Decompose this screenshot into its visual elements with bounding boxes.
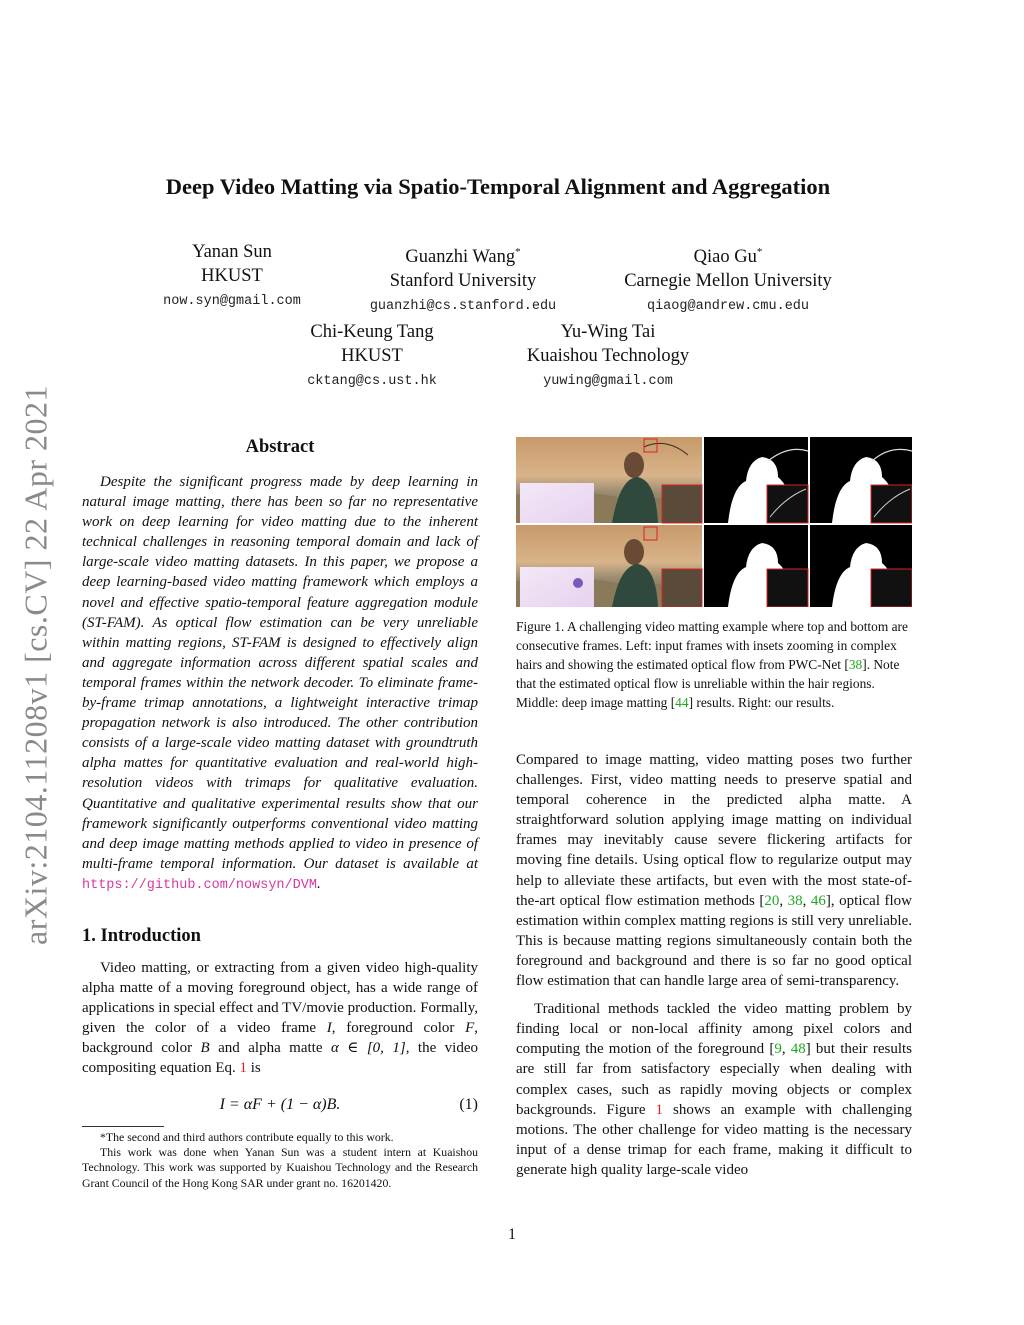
author-affiliation: HKUST bbox=[341, 346, 403, 366]
math-symbol: B bbox=[200, 1040, 210, 1057]
body-text: ], optical flow estimation within complex matting regions is still very unreliable. This is because matting regions simultaneously contain both the foreground and background and there is so far no good optical flow estimation that can handle large area of semi-transparency. bbox=[516, 892, 913, 990]
author-affiliation: Carnegie Mellon University bbox=[624, 271, 832, 292]
caption-text: ]. Note that the estimated optical flow is unreliable within the hair regions. Middle: deep image matting [ bbox=[516, 657, 900, 710]
figure-1-image bbox=[516, 437, 912, 607]
footnote: This work was done when Yanan Sun was a student intern at Kuaishou Technology. This work was supported by Kuaishou Technology and the Research Grant Council of the Hong Kong SAR under grant no. 16201420. bbox=[82, 1145, 478, 1190]
author-email[interactable]: cktang@cs.ust.hk bbox=[307, 374, 437, 389]
page-number: 1 bbox=[508, 1226, 516, 1243]
author-block bbox=[498, 320, 718, 389]
footnote-rule bbox=[82, 1126, 164, 1127]
abstract-body bbox=[82, 472, 478, 896]
body-text: , bbox=[781, 1041, 791, 1058]
citation-link[interactable]: 9 bbox=[774, 1041, 782, 1058]
author-affiliation: Stanford University bbox=[389, 271, 537, 292]
author-name: Yanan Sun bbox=[192, 242, 272, 262]
section-heading: 1. Introduction bbox=[82, 926, 201, 946]
figure-ref-link[interactable]: 1 bbox=[655, 1101, 664, 1118]
author-email[interactable]: guanzhi@cs.stanford.edu bbox=[369, 299, 557, 315]
intro-text: , foreground color bbox=[331, 1020, 466, 1037]
author-block bbox=[600, 240, 856, 314]
footnotes bbox=[82, 1130, 478, 1191]
caption-text: Figure 1. A challenging video matting example where top and bottom are consecutive frames. Left: input frames with insets zooming in complex hairs and showing the estimated optical flow from PWC-Net [ bbox=[516, 619, 908, 672]
equal-contribution-mark: * bbox=[756, 246, 763, 258]
body-text: ] but their results are still far from satisfactory especially when dealing with complex cases, such as rapidly moving objects or complex backgrounds. Figure bbox=[516, 1041, 912, 1118]
body-text: Compared to image matting, video matting poses two further challenges. First, video matting needs to preserve spatial and temporal coherence in the predicted alpha matte. A straightforward solution applying image matting on individual frames may inevitably cause severe flickering artifacts for moving fine details. Using optical flow to regularize output may help to alleviate these artifacts, but even with the most state-of-the-art optical flow estimation methods [ bbox=[516, 752, 912, 909]
intro-text: is bbox=[246, 1060, 261, 1077]
citation-link[interactable]: 46 bbox=[810, 892, 826, 909]
citation-link[interactable]: 38 bbox=[787, 892, 803, 909]
math-symbol: I bbox=[326, 1020, 332, 1037]
paragraph bbox=[516, 999, 912, 1180]
author-email[interactable]: yuwing@gmail.com bbox=[543, 374, 673, 389]
intro-text: and alpha matte bbox=[209, 1040, 331, 1057]
citation-link[interactable]: 38 bbox=[848, 657, 863, 672]
author-email[interactable]: qiaog@andrew.cmu.edu bbox=[646, 299, 810, 315]
intro-paragraph bbox=[82, 958, 478, 1079]
figure-caption bbox=[516, 617, 912, 712]
paper-title: Deep Video Matting via Spatio-Temporal Alignment and Aggregation bbox=[165, 174, 831, 199]
figure-1 bbox=[516, 437, 912, 607]
author-affiliation: Kuaishou Technology bbox=[526, 346, 690, 366]
author-block bbox=[262, 320, 482, 389]
intro-text: , the video compositing equation Eq. bbox=[82, 1040, 478, 1077]
author-name: Yu-Wing Tai bbox=[560, 322, 656, 342]
abstract-heading: Abstract bbox=[245, 437, 315, 457]
body-text: shows an example with challenging motions. The other challenge for video matting is the necessary input of a dense trimap for each frame, making it difficult to generate high quality large-scale video bbox=[516, 1101, 912, 1178]
intro-text: Video matting, or extracting from a given video high-quality alpha matte of a moving foreground object, has a wide range of applications in special effect and TV/movie production. Formally, given the color of a video frame bbox=[82, 960, 478, 1037]
right-column-body bbox=[516, 750, 912, 1180]
author-name: Guanzhi Wang bbox=[405, 247, 516, 268]
body-text: , bbox=[802, 892, 811, 909]
author-name: Qiao Gu bbox=[693, 247, 757, 268]
author-affiliation: HKUST bbox=[201, 266, 263, 286]
body-text: , bbox=[779, 892, 788, 909]
paragraph bbox=[516, 750, 912, 991]
equation-body: I = αF + (1 − α)B. bbox=[219, 1096, 341, 1113]
dataset-link[interactable]: https://github.com/nowsyn/DVM bbox=[82, 877, 317, 893]
author-name: Chi-Keung Tang bbox=[310, 322, 434, 342]
arxiv-stamp bbox=[0, 380, 72, 950]
intro-text: , background color bbox=[82, 1020, 478, 1057]
top-frame-row bbox=[516, 437, 912, 523]
math-symbol: F bbox=[465, 1020, 475, 1037]
citation-link[interactable]: 44 bbox=[675, 695, 689, 710]
math-symbol: α ∈ [0, 1] bbox=[330, 1040, 406, 1057]
bottom-frame-row bbox=[516, 525, 912, 607]
footnote: *The second and third authors contribute equally to this work. bbox=[100, 1130, 394, 1144]
author-block bbox=[340, 240, 586, 314]
equation-ref-link[interactable]: 1 bbox=[239, 1060, 247, 1077]
citation-link[interactable]: 20 bbox=[764, 892, 780, 909]
author-block bbox=[130, 240, 334, 309]
citation-link[interactable]: 48 bbox=[790, 1041, 806, 1058]
abstract-end: . bbox=[316, 875, 321, 892]
abstract-text: Despite the significant progress made by deep learning in natural image matting, there has been so far no representative work on deep learning for video matting due to the inherent technical challenges in reasoning temporal domain and lack of large-scale video matting datasets. In this paper, we propose a deep learning-based video matting framework which employs a novel and effective spatio-temporal feature aggregation module (ST-FAM). As optical flow estimation can be very unreliable within matting regions, ST-FAM is designed to effectively align and aggregate information across different spatial scales and temporal frames within the network decoder. To eliminate frame-by-frame trimap annotations, a lightweight interactive trimap propagation network is also introduced. The other contribution consists of a large-scale video matting dataset with groundtruth alpha mattes for quantitative evaluation and real-world high-resolution videos with trimaps for qualitative evaluation. Quantitative and qualitative experimental results show that our framework significantly outperforms conventional video matting and deep image matting methods applied to video in presence of multi-frame temporal information. Our dataset is available at bbox=[82, 474, 478, 872]
body-text: Traditional methods tackled the video matting problem by finding local or non-local affinity among pixel colors and computing the motion of the foreground [ bbox=[516, 1001, 912, 1058]
arxiv-stamp-text: arXiv:2104.11208v1 [cs.CV] 22 Apr 2021 bbox=[17, 385, 54, 945]
equal-contribution-mark: * bbox=[515, 246, 521, 258]
caption-text: ] results. Right: our results. bbox=[688, 695, 835, 710]
author-email[interactable]: now.syn@gmail.com bbox=[163, 294, 301, 309]
equation-number: (1) bbox=[459, 1096, 478, 1113]
